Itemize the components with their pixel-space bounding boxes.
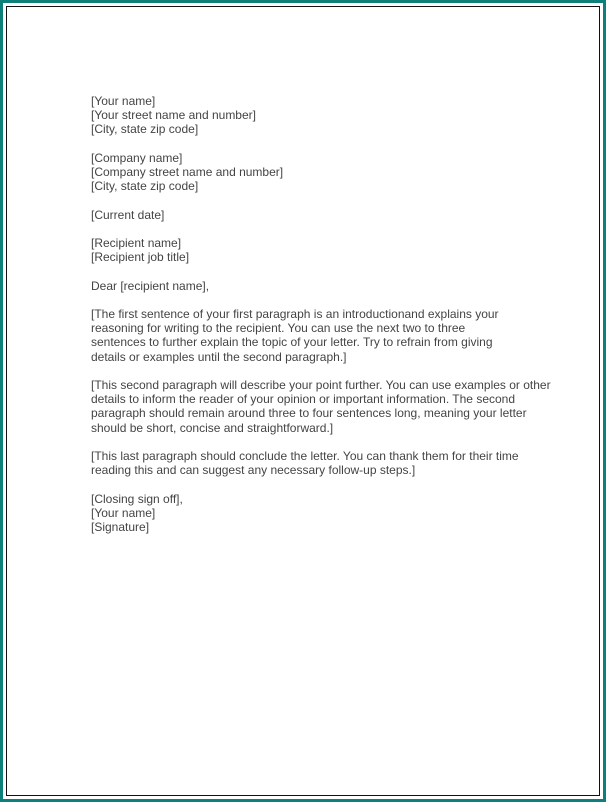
- paragraph-2: [This second paragraph will describe your point further. You can use examples or other details to inform the reader of your opinion or important information. The second paragraph should remain around three to four sentences long, meaning your letter should be short, concise and straightforward.]: [91, 377, 551, 435]
- recipient-title: [Recipient job title]: [91, 250, 190, 265]
- paragraph-1: [The first sentence of your first paragraph is an introductionand explains your reasoning for writing to the recipient. You can use the next two to three sentences to further explain the topic of your letter. Try to refrain from giving details or examples until the second paragraph.]: [91, 306, 499, 364]
- signature: [Signature]: [91, 519, 150, 534]
- company-city: [City, state zip code]: [91, 179, 199, 194]
- closing-sign-off: [Closing sign off],: [91, 491, 183, 506]
- paragraph-3: [This last paragraph should conclude the letter. You can thank them for their time reading this and can suggest any necessary follow-up steps.]: [91, 448, 519, 478]
- closing-block: [91, 492, 531, 535]
- current-date: [Current date]: [91, 207, 165, 222]
- salutation: Dear [recipient name],: [91, 278, 210, 293]
- sender-street: [Your street name and number]: [91, 108, 256, 123]
- sender-name: [Your name]: [91, 94, 156, 108]
- recipient-address: [91, 236, 531, 264]
- closing-name: [Your name]: [91, 505, 156, 520]
- company-address: [91, 151, 531, 194]
- letter-body: [91, 94, 551, 548]
- recipient-name: [Recipient name]: [91, 235, 182, 250]
- date-block: [91, 208, 531, 222]
- sender-city: [City, state zip code]: [91, 122, 199, 137]
- company-street: [Company street name and number]: [91, 165, 284, 179]
- company-name: [Company name]: [91, 150, 183, 165]
- sender-address: [91, 94, 531, 137]
- salutation-block: [91, 279, 531, 293]
